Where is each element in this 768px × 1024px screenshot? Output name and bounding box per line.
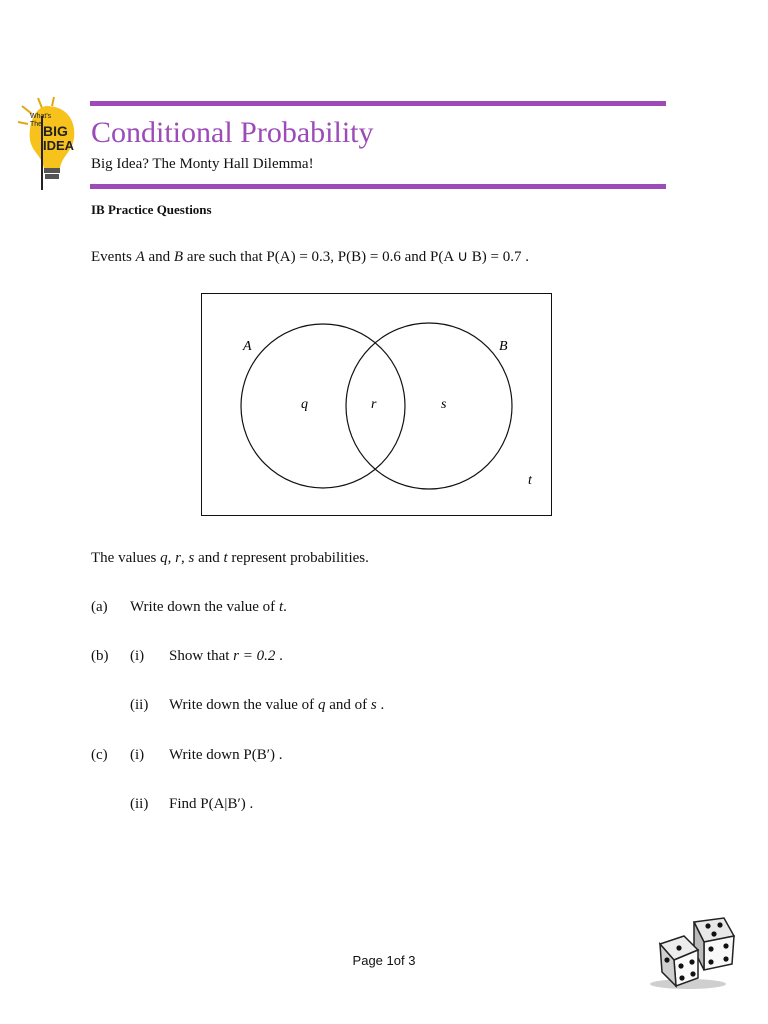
- dice-icon: [648, 914, 738, 990]
- part-b-i-text: Show that r = 0.2 .: [169, 648, 283, 664]
- venn-label-b: B: [499, 339, 508, 354]
- svg-text:What's: What's: [30, 113, 52, 120]
- venn-label-a: A: [243, 339, 252, 354]
- part-c-i-text: Write down P(B′) .: [169, 747, 283, 763]
- svg-text:BIG: BIG: [43, 123, 68, 139]
- part-b-ii-label: (ii): [130, 697, 149, 713]
- circle-a: [241, 324, 405, 488]
- svg-text:IDEA: IDEA: [43, 138, 75, 153]
- part-c-ii-text: Find P(A|B′) .: [169, 796, 254, 812]
- venn-region-s: s: [441, 397, 447, 412]
- part-b-label: (b): [91, 648, 109, 664]
- page-subtitle: Big Idea? The Monty Hall Dilemma!: [91, 156, 314, 172]
- svg-text:The: The: [30, 121, 43, 128]
- section-title: IB Practice Questions: [91, 202, 212, 217]
- venn-region-t: t: [528, 473, 532, 488]
- intro-expression: P(A) = 0.3, P(B) = 0.6 and P(A ∪ B) = 0.7: [266, 249, 522, 265]
- values-statement: The values q, r, s and t represent probabilities.: [91, 550, 369, 566]
- header-top-rule: [90, 101, 666, 106]
- part-c-label: (c): [91, 747, 108, 763]
- header-bottom-rule: [90, 184, 666, 189]
- part-a-label: (a): [91, 599, 108, 615]
- part-c-i-label: (i): [130, 747, 145, 763]
- part-b-ii-text: Write down the value of q and of s .: [169, 697, 385, 713]
- big-idea-logo: [16, 96, 80, 196]
- part-b-i-label: (i): [130, 648, 145, 664]
- venn-region-r: r: [371, 397, 377, 412]
- part-c-ii-label: (ii): [130, 796, 149, 812]
- intro-statement: Events A and B are such that P(A) = 0.3, P(B) = 0.6 and P(A ∪ B) = 0.7 .: [91, 249, 530, 265]
- page-number: Page 1of 3: [352, 953, 416, 968]
- venn-region-q: q: [301, 397, 308, 412]
- page-title: Conditional Probability: [91, 116, 374, 149]
- venn-diagram: [201, 293, 552, 516]
- part-a-text: Write down the value of t.: [130, 599, 287, 615]
